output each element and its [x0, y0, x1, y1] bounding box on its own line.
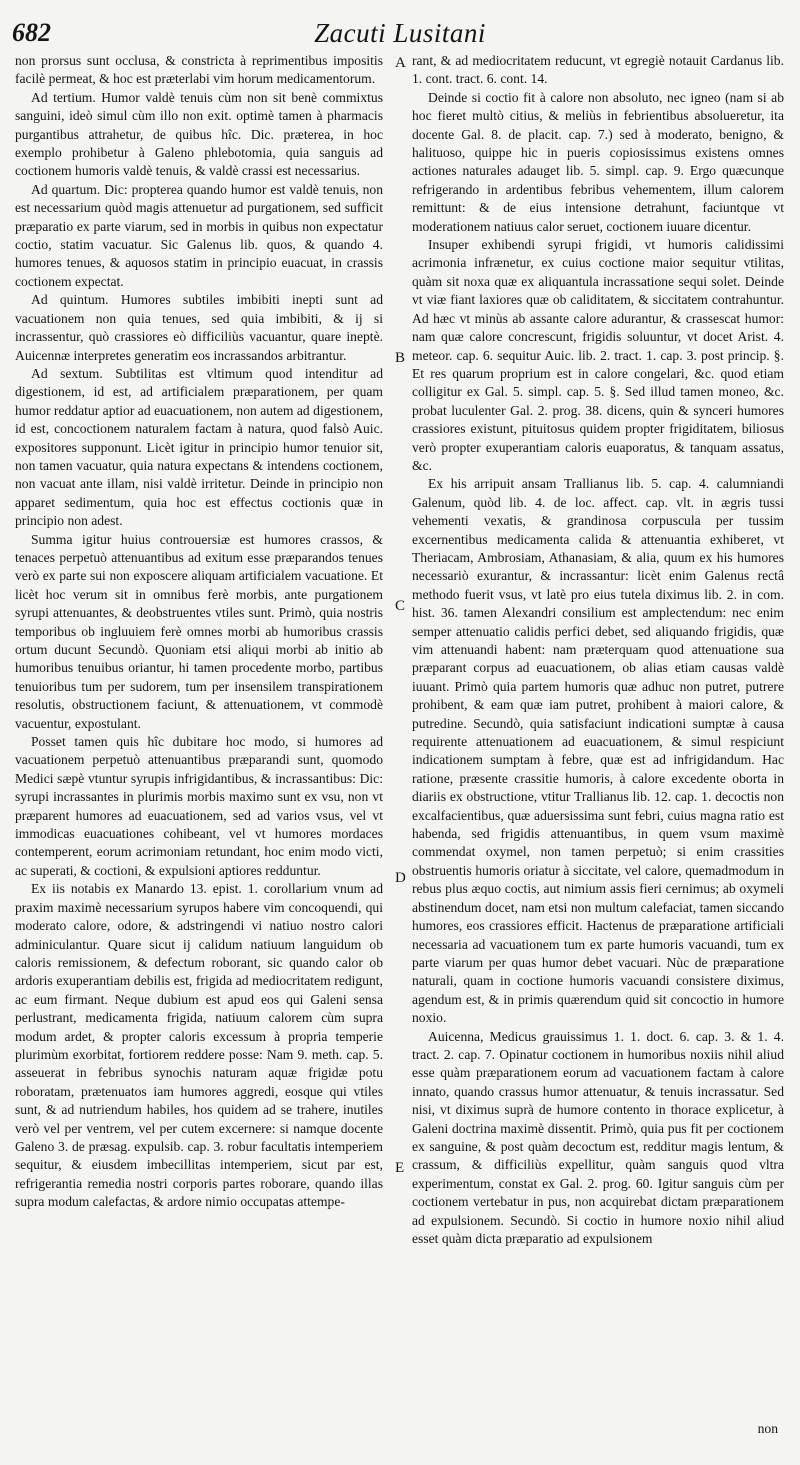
page-number: 682	[12, 18, 51, 47]
margin-marker: E	[395, 1160, 405, 1176]
paragraph: rant, & ad mediocritatem reducunt, vt egregiè notauit Cardanus lib. 1. cont. tract. 6. cont. 14.	[412, 53, 784, 87]
paragraph: Ex iis notabis ex Manardo 13. epist. 1. corollarium vnum ad praxim maximè necessarium syrupos habere vim concoquendi, qui moderato calore, odore, & adstringendi vi natiuo nostro calori adminiculantur. Quare sicut ij calidum natiuum languidum ob caloris remissionem, & defectum roborant, sic quando calor ob ardoris exuperantiam debilis est, frigida ad mediocritatem redigunt, ac eum firmant. Neque dubium est apud eos qui Galeni sensa perlustrant, medicamenta frigida, natiuum calorem cùm supra modum ardet, & propter caloris excessum à propria temperie plurimùm exorbitat, fortiorem reddere posse: Nam 9. meth. cap. 5. asseuerat in febribus synochis naturam aquæ frigidæ potu roboratam, prætenuatos iam humores aggredi, eosque qui vtiles sunt, & ad nutriendum habiles, hos quidem ad se trahere, inutiles verò vel per ventrem, vel per cutem excernere: si namque docente Galeno 3. de præsag. expulsib. cap. 3. robur facultatis intemperiem sequitur, & eiusdem imbecillitas intemperiem, sicut par est, refrigerantia remedia nostri corporis partes roborare, quando illas supra modum calefactas, & ardore nimio occupatas attempe-	[15, 881, 383, 1210]
margin-marker: C	[395, 598, 406, 614]
right-column	[412, 52, 784, 1248]
paragraph: Ad quartum. Dic: propterea quando humor est valdè tenuis, non est necessarium quòd magis attenuetur ad purgationem, sed sufficit præparatio ex parte viarum, sed in morbis in quibus non expectatur coctio, statim vacuatur. Sic Galenus lib. quos, & quando 4. humores tenues, & aquosos statim in principio euacuat, in crassis coctionem expectat.	[15, 181, 383, 289]
paragraph: Summa igitur huius controuersiæ est humores crassos, & tenaces perpetuò attenuantibus ad exitum esse præparandos tenues verò ex parte sui non exposcere aliquam artificialem vacuatione. Et licèt hoc verum sit in omnibus ferè morbis, ante purgationem syrupi attenuantes, & deobstruentes vtiles sunt. Primò, quia nostris temporibus ob ingluuiem ferè omnes morbi ab humoribus crassis ortum ducunt Secundò. Quoniam etsi aliqui morbi ab initio ab humoribus tenuibus oriantur, hi tamen procedente morbo, partibus tenuioribus tum per sudorem, tum per insensilem transpirationem resolutis, obstructionem faciunt, & attenuationem, vt commodè vacuentur, expostulant.	[15, 531, 383, 731]
running-title: Zacuti Lusitani	[314, 18, 486, 48]
paragraph: Ad quintum. Humores subtiles imbibiti inepti sunt ad vacuationem non quia tenues, sed quia imbibiti, & ij si incrassentur, quò crassiores eò difficiliùs vacuantur, quare ineptè. Auicennæ interpretes generatim eos incrassandos arbitrantur.	[15, 292, 383, 363]
page-header	[0, 14, 800, 52]
paragraph: Posset tamen quis hîc dubitare hoc modo, si humores ad vacuationem perpetuò attenuantibus præparandi sunt, quomodo Medici sæpè vtuntur syrupis infrigidantibus, & incrassantibus: Dic: syrupi incrassantes in plurimis morbis maximo sunt ex vsu, non vt præparent humores ad euacuationem, sed ad varios vsus, vel vt immodicas euacuationes cohibeant, vel vt humores mordaces contemperent, eorum acrimoniam retundant, hoc enim modo victi, ac superati, & coctioni, & expulsioni aptiores redduntur.	[15, 734, 383, 878]
paragraph: Deinde si coctio fit à calore non absoluto, nec igneo (nam si ab hoc fieret multò citius, & meliùs in febrientibus absolueretur, ita docente Gal. 8. de placit. cap. 7.) sed à moderato, benigno, & halituoso, quippe hic in pueris copiosissimus existens omnes actiones naturales adauget lib. 5. simpl. cap. 9. Ergo quæcunque refrigerando in ardentibus febribus vehementem, illum calorem remittunt: & de eius intensione detrahunt, faciuntque vt moderationem natiuus calor seruet, coctionem iuuare dicentur.	[412, 89, 784, 234]
catchword: non	[757, 1421, 778, 1436]
left-column	[15, 52, 383, 1212]
paragraph: Insuper exhibendi syrupi frigidi, vt humoris calidissimi acrimonia infrænetur, ex cuius coctione maior sequitur vtilitas, quàm sit noxa quæ ex aliquantula incrassatione sequi solet. Deinde vt viæ fiant laxiores quæ ob caliditatem, & siccitatem contrahuntur. Ad hæc vt minùs ab assante calore adurantur, & crassescat humor: nam quæ calore concrescunt, frigidis soluuntur, vt docet Arist. 4. meteor. cap. 6. sequitur Auic. lib. 2. tract. 1. cap. 3. post princip. §. Et res quarum proprium est in calore congelari, &c. quod etiam colligitur ex Gal. 5. simpl. cap. 5. §. Sed illud tamen moneo, &c. probat luculenter Gal. 2. prog. 38. dicens, quin & synceri humores crassiores existunt, pituitosus quidem propter frigiditatem, biliosus verò propter exuperantiam caloris euaporatus, & tanquam assatus, &c.	[412, 237, 784, 473]
paragraph: Auicenna, Medicus grauissimus 1. 1. doct. 6. cap. 3. & 1. 4. tract. 2. cap. 7. Opinatur coctionem in humoribus noxiis nihil aliud esse quàm præparationem eorum ad vacuationem factam à calore innato, quando crassus humor attenuatur, & tenuis incrassatur. Sed nisi, vt diximus suprà de humore contento in thorace explicetur, à Galeni doctrina maximè dissentit. Primò, quia pus fit per coctionem ex sanguine, & post quàm decoctum est, redditur magis lentum, & crassum, & difficiliùs expellitur, quàm sanguis quod vltra experimentum, constat ex Gal. 2. prog. 60. Igitur sanguis cùm per coctionem vertebatur in pus, non acquirebat dictam præparationem ad expulsionem. Secundò. Si coctio in humore noxio nihil aliud esset quàm dicta præparatio ad expulsionem	[412, 1028, 784, 1246]
paragraph: Ad tertium. Humor valdè tenuis cùm non sit benè commixtus sanguini, ideò simul cùm illo non exit. optimè tamen à pharmacis purgantibus attrahetur, de quibus hîc. Dic. præterea, in hoc exemplo prohibetur à Galeno phlebotomia, quia sanguis ad coctionem humoris valdè tenuis, & valdè crassi est necessarius.	[15, 89, 383, 179]
margin-marker: A	[395, 55, 406, 71]
paragraph: Ex his arripuit ansam Trallianus lib. 5. cap. 4. calumniandi Galenum, quòd lib. 4. de loc. affect. cap. vlt. in ægris tussi vehementi vexatis, & grandinosa corpuscula per tussim excernentibus medicamenta calida & attenuantia exhiberet, vt Theriacam, Ambrosiam, Athanasiam, & alia, quum ex his humores necessariò exurantur, & incrassantur: licèt enim Galenus rectâ methodo fuerit vsus, vt latè pro eius tutela diximus lib. 2. in com. hist. 36. tamen Alexandri consilium est amplectendum: nec enim semper attenuatio calidis perfici debet, sed aliquando frigidis, quæ vim attenuandi habent: nam præterquam quod attenuatione sua præparant corpus ad euacuationem, ob alias etiam causas valdè iuuant. Primò quia partem humoris quæ adhuc non putret, putrere prohibent, & eam quæ iam putret, prohibent à maiori calore, & putredine. Secundò, quia satisfaciunt indicationi sumptæ à causa requirente attenuationem ad euacuationem, & simul respiciunt indicationem sumptam à febre, quæ est ad infrigidandum. Hac ratione, præsente crassitie humoris, à calore excedente oborta in diariis ex obstructione, vtitur Trallianus lib. 12. cap. 1. decoctis non excalfacientibus, quæ aduersissima sunt febri, cuius magna ratio est habenda, sed frigidis attenuantibus, in quem vsum maximè commendat oxymel, non tamen perpetuò; si enim crassities obstruentis humoris oriatur à siccitate, vel calore, quemadmodum in rebus plus æquo coctis, aut nimium assis fieri cernimus; ab oxymeli abstinendum docet, nam etsi non multum calefaciat, tamen siccando humores, eos crassiores efficit. Hactenus de præparatione artificiali necessaria ad vacuationem tum ex parte humoris vacuandi, tum ex parte viarum per quas humor debet vacuari. Nùc de præparatione naturali, quam in coctione humoris vacuandi consistere diximus, agendum est, & in primis quærendum quid sit concoctio in humore noxio.	[412, 476, 784, 1026]
paragraph: Ad sextum. Subtilitas est vltimum quod intenditur ad digestionem, id est, ad artificialem præparationem, per quam humor reddatur aptior ad euacuationem, non autem ad digestionem, id est, concoctionem naturalem factam à natura, quod falsò Auic. expositores supponunt. Licèt igitur in principio humor tenuior sit, non tamen vacuatur, quia natura expectans & intendens coctionem, non vacuat ante illam, nisi valdè irritetur. Deinde in principio non apparet sedimentum, quia hoc est effectus coctionis quæ in principio non adest.	[15, 365, 383, 529]
margin-marker: B	[395, 350, 406, 366]
margin-marker: D	[395, 870, 406, 886]
paragraph: non prorsus sunt occlusa, & constricta à reprimentibus impositis facilè permeat, & hoc est præterlabi vim horum medicamentorum.	[15, 53, 383, 87]
